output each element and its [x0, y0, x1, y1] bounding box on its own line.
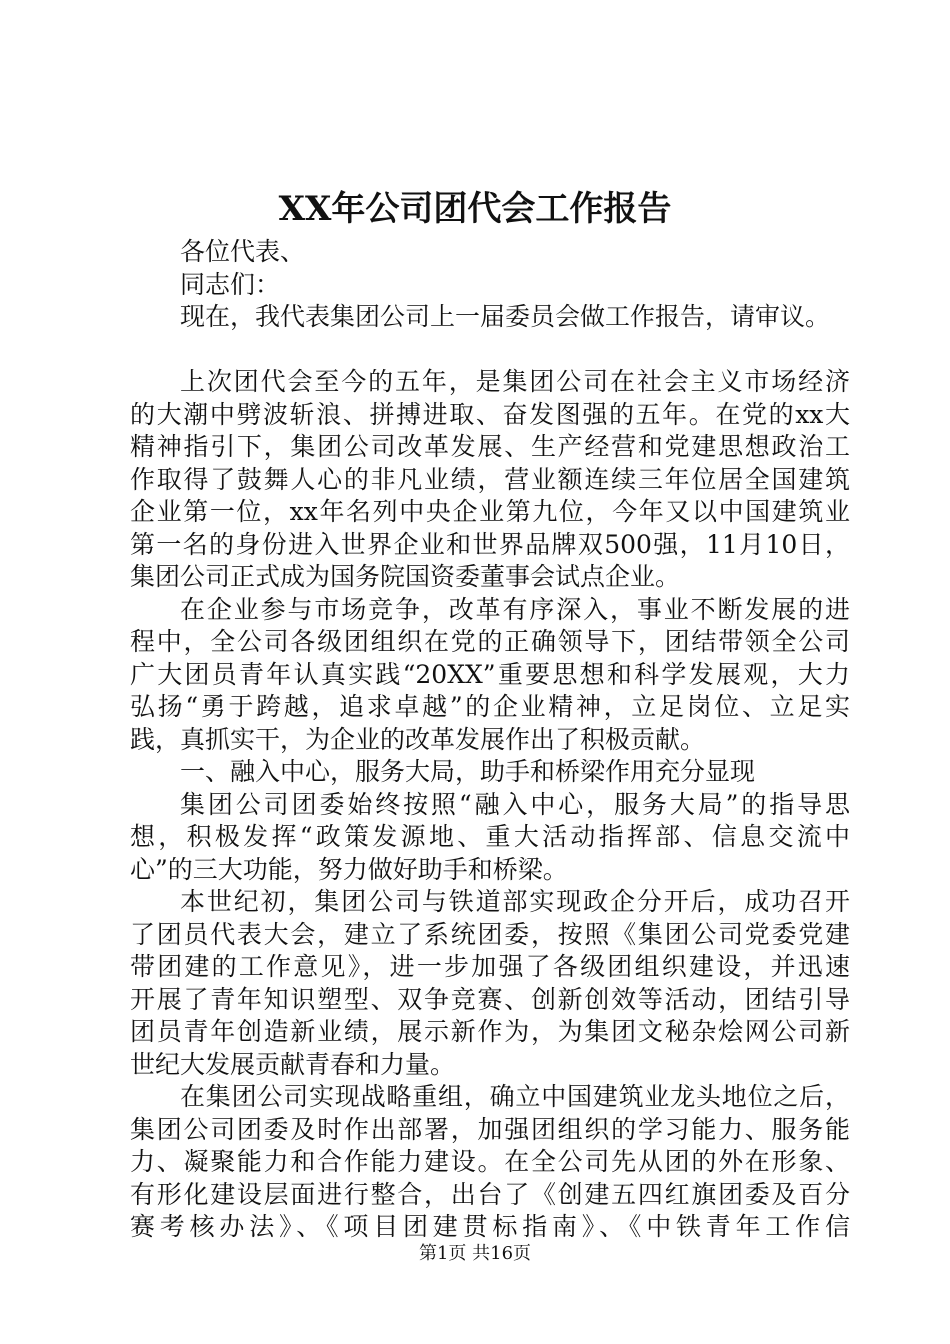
document-title: XX年公司团代会工作报告: [278, 189, 672, 229]
blank-line: [130, 334, 850, 367]
paragraph-line: 团员青年创造新业绩，展示新作为，为集团文秘杂烩网公司新: [130, 1017, 850, 1046]
paragraph-line: 精神指引下，集团公司改革发展、生产经营和党建思想政治工: [130, 432, 850, 461]
section-heading: 一、融入中心，服务大局，助手和桥梁作用充分显现: [180, 757, 756, 786]
paragraph-line: 弘扬“勇于跨越，追求卓越”的企业精神，立足岗位、立足实: [130, 692, 850, 721]
paragraph-line: 的大潮中劈波斩浪、拼搏进取、奋发图强的五年。在党的xx大: [130, 399, 850, 429]
paragraph-line: 想，积极发挥“政策发源地、重大活动指挥部、信息交流中: [130, 822, 850, 851]
paragraph-line: 本世纪初，集团公司与铁道部实现政企分开后，成功召开: [180, 887, 850, 916]
paragraph-line: 在企业参与市场竞争，改革有序深入，事业不断发展的进: [180, 594, 850, 624]
salutation-line: 各位代表、: [180, 237, 306, 266]
paragraph-line: 心”的三大功能，努力做好助手和桥梁。: [130, 854, 568, 884]
paragraph-line: 赛考核办法》、《项目团建贯标指南》、《中铁青年工作信: [130, 1212, 850, 1241]
paragraph-line: 第一名的身份进入世界企业和世界品牌双500强，11月10日，: [130, 529, 850, 559]
paragraph-line: 开展了青年知识塑型、双争竞赛、创新创效等活动，团结引导: [130, 984, 850, 1014]
paragraph-line: 了团员代表大会，建立了系统团委，按照《集团公司党委党建: [130, 919, 850, 949]
intro-line: 现在，我代表集团公司上一届委员会做工作报告，请审议。: [180, 302, 831, 331]
paragraph-line: 世纪大发展贡献青春和力量。: [130, 1049, 456, 1079]
page-footer: 第1页 共16页: [418, 1243, 532, 1264]
paragraph-line: 带团建的工作意见》，进一步加强了各级团组织建设，并迅速: [130, 952, 850, 981]
paragraph-line: 集团公司正式成为国务院国资委董事会试点企业。: [130, 562, 681, 591]
paragraph-line: 程中，全公司各级团组织在党的正确领导下，团结带领全公司: [130, 627, 850, 656]
salutation-line: 同志们：: [180, 269, 281, 299]
paragraph-line: 力、凝聚能力和合作能力建设。在全公司先从团的外在形象、: [130, 1147, 850, 1176]
paragraph-line: 广大团员青年认真实践“20XX”重要思想和科学发展观，大力: [130, 659, 850, 689]
paragraph-line: 上次团代会至今的五年，是集团公司在社会主义市场经济: [180, 367, 850, 396]
paragraph-line: 作取得了鼓舞人心的非凡业绩，营业额连续三年位居全国建筑: [130, 464, 850, 494]
paragraph-line: 有形化建设层面进行整合，出台了《创建五四红旗团委及百分: [130, 1179, 850, 1209]
paragraph-line: 践，真抓实干，为企业的改革发展作出了积极贡献。: [130, 724, 706, 754]
paragraph-line: 在集团公司实现战略重组，确立中国建筑业龙头地位之后，: [180, 1082, 850, 1111]
paragraph-line: 企业第一位，xx年名列中央企业第九位，今年又以中国建筑业: [130, 497, 850, 526]
document-body: [130, 236, 850, 1244]
paragraph-line: 集团公司团委及时作出部署，加强团组织的学习能力、服务能: [130, 1114, 850, 1144]
paragraph-line: 集团公司团委始终按照“融入中心，服务大局”的指导思: [180, 789, 850, 819]
